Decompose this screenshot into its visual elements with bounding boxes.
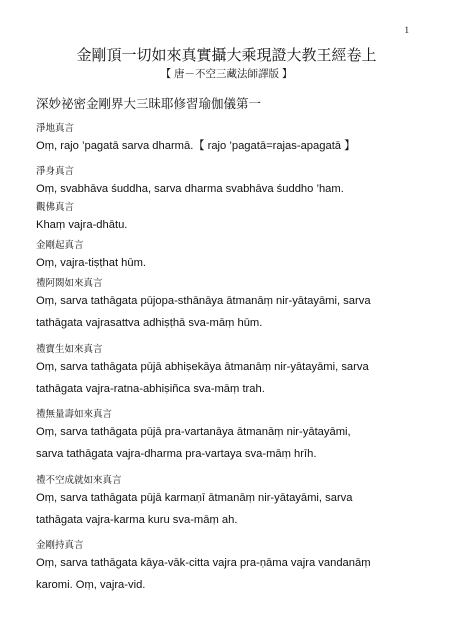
mantra-section <box>36 166 420 200</box>
mantra-line: karomi. Oṃ, vajra-vid. <box>36 579 146 591</box>
mantra-line: tathāgata vajra-ratna-abhiṣiñca sva-māṃ trah. <box>36 383 265 395</box>
mantra-line: Oṃ, sarva tathāgata kāya-vāk-citta vajra pra-ṇāma vajra vandanāṃ <box>36 557 371 569</box>
mantra-line: tathāgata vajrasattva adhiṣṭhā sva-māṃ hūm. <box>36 317 263 329</box>
mantra-line: Oṃ, rajo ’pagatā sarva dharmā.【 rajo ’pagatā=rajas-apagatā 】 <box>36 140 356 152</box>
mantra-line: Oṃ, sarva tathāgata pūjā karmaṇī ātmanāṃ nir-yātayāmi, sarva <box>36 492 353 504</box>
document-subtitle: 【 唐－不空三藏法師譯版 】 <box>160 68 293 80</box>
mantra-label: 禮無量壽如來真言 <box>36 409 113 420</box>
mantra-section <box>36 278 420 334</box>
mantra-section <box>36 409 420 465</box>
mantra-line: Khaṃ vajra-dhātu. <box>36 219 128 231</box>
mantra-section <box>36 344 420 400</box>
mantra-label: 金剛持真言 <box>36 540 84 551</box>
mantra-section <box>36 202 420 236</box>
mantra-line: Oṃ, sarva tathāgata pūjā abhiṣekāya ātmanāṃ nir-yātayāmi, sarva <box>36 361 369 373</box>
mantra-label: 觀佛真言 <box>36 202 75 213</box>
mantra-section <box>36 540 420 596</box>
mantra-line: Oṃ, sarva tathāgata pūjā pra-vartanāya ātmanāṃ nir-yātayāmi, <box>36 426 351 438</box>
mantra-line: tathāgata vajra-karma kuru sva-māṃ ah. <box>36 514 238 526</box>
document-title: 金剛頂一切如來真實攝大乘現證大教王經卷上 <box>76 47 377 64</box>
mantra-label: 禮不空成就如來真言 <box>36 475 122 486</box>
mantra-section <box>36 123 420 157</box>
mantra-label: 淨地真言 <box>36 123 75 134</box>
page-number: 1 <box>404 25 409 35</box>
mantra-line: sarva tathāgata vajra-dharma pra-vartaya sva-māṃ hrīh. <box>36 448 317 460</box>
mantra-section <box>36 240 420 274</box>
mantra-line: Oṃ, vajra-tiṣṭhat hūm. <box>36 257 147 269</box>
mantra-label: 禮阿閦如來真言 <box>36 278 103 289</box>
mantra-line: Oṃ, sarva tathāgata pūjopa-sthānāya ātmanāṃ nir-yātayāmi, sarva <box>36 295 371 307</box>
mantra-label: 禮寶生如來真言 <box>36 344 103 355</box>
mantra-label: 金剛起真言 <box>36 240 84 251</box>
chapter-heading: 深妙祕密金剛界大三昧耶修習瑜伽儀第一 <box>36 97 262 111</box>
mantra-label: 淨身真言 <box>36 166 75 177</box>
mantra-section <box>36 475 420 531</box>
mantra-line: Oṃ, svabhāva śuddha, sarva dharma svabhāva śuddho ’ham. <box>36 183 344 195</box>
